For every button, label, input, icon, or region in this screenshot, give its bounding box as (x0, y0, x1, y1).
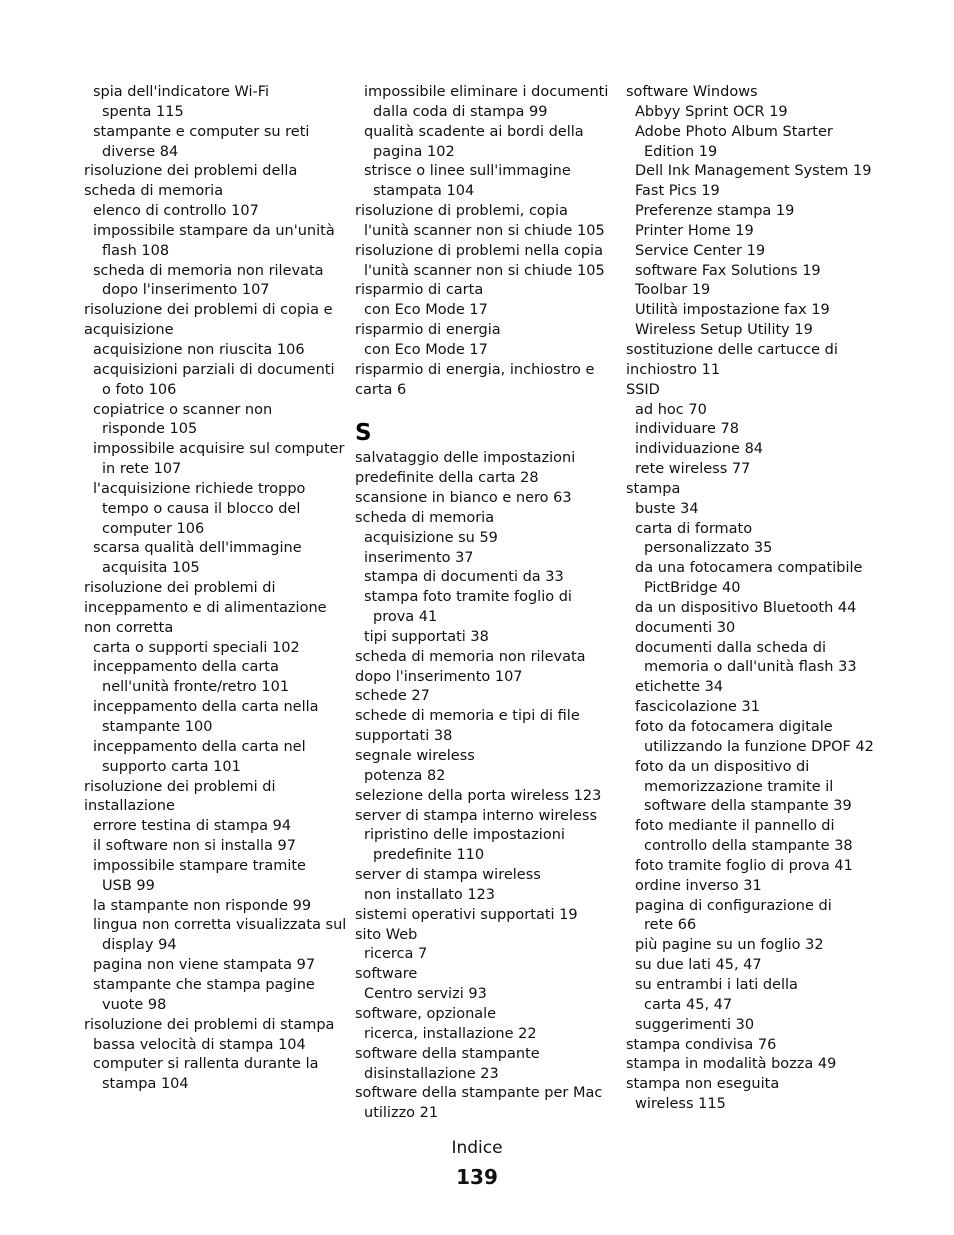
index-entry: risoluzione dei problemi di stampa (84, 1016, 335, 1033)
index-entry: stampa (626, 480, 681, 497)
index-subentry: in rete 107 (102, 461, 182, 478)
index-subentry: l'acquisizione richiede troppo (93, 480, 306, 497)
index-subentry: tempo o causa il blocco del (102, 500, 301, 517)
index-entry: software della stampante per Mac (355, 1085, 603, 1102)
index-entry: risparmio di carta (355, 282, 484, 299)
footer-section-label: Indice (451, 1138, 503, 1158)
index-subentry: disinstallazione 23 (364, 1065, 499, 1082)
index-subentry: dopo l'inserimento 107 (102, 282, 270, 299)
index-subentry: stampa foto tramite foglio di (364, 589, 572, 606)
index-entry: sostituzione delle cartucce di (626, 341, 838, 358)
index-entry: scansione in bianco e nero 63 (355, 490, 572, 507)
index-subentry: foto tramite foglio di prova 41 (635, 857, 853, 874)
index-entry: stampa non eseguita (626, 1076, 780, 1093)
index-subentry: da una fotocamera compatibile (635, 560, 863, 577)
index-entry: risparmio di energia (355, 322, 501, 339)
index-subentry: foto mediante il pannello di (635, 818, 835, 835)
index-subentry: l'unità scanner non si chiude 105 (364, 222, 605, 239)
index-subentry: display 94 (102, 937, 177, 954)
index-subentry: PictBridge 40 (644, 580, 741, 597)
index-subentry: rete wireless 77 (635, 461, 751, 478)
index-subentry: Adobe Photo Album Starter (635, 123, 833, 140)
index-subentry: carta di formato (635, 520, 753, 537)
index-subentry: personalizzato 35 (644, 540, 773, 557)
index-entry: software (355, 966, 418, 983)
index-subentry: l'unità scanner non si chiude 105 (364, 262, 605, 279)
index-subentry: qualità scadente ai bordi della (364, 123, 584, 140)
index-subentry: Service Center 19 (635, 242, 766, 259)
index-subentry: etichette 34 (635, 679, 724, 696)
index-subentry: non installato 123 (364, 886, 495, 903)
index-subentry: vuote 98 (102, 996, 167, 1013)
index-entry: scheda di memoria (84, 183, 224, 200)
index-entry: carta 6 (355, 381, 407, 398)
index-subentry: individuazione 84 (635, 441, 764, 458)
index-subentry: software Fax Solutions 19 (635, 262, 821, 279)
index-entry: risoluzione dei problemi della (84, 163, 298, 180)
index-subentry: acquisita 105 (102, 560, 200, 577)
index-subentry: inceppamento della carta (93, 659, 279, 676)
index-entry: risparmio di energia, inchiostro e (355, 361, 595, 378)
index-subentry: prova 41 (373, 609, 438, 626)
index-subentry: lingua non corretta visualizzata sul (93, 917, 347, 934)
index-subentry: computer 106 (102, 520, 205, 537)
index-entry: scheda di memoria (355, 509, 495, 526)
index-subentry: individuare 78 (635, 421, 739, 438)
index-subentry: impossibile acquisire sul computer (93, 441, 345, 458)
index-subentry: stampante che stampa pagine (93, 976, 315, 993)
index-subentry: con Eco Mode 17 (364, 341, 488, 358)
index-subentry: utilizzo 21 (364, 1105, 439, 1122)
index-subentry: Toolbar 19 (635, 282, 711, 299)
index-subentry: Abbyy Sprint OCR 19 (635, 103, 788, 120)
index-entry: scheda di memoria non rilevata (355, 648, 586, 665)
index-subentry: più pagine su un foglio 32 (635, 937, 824, 954)
index-entry: risoluzione di problemi nella copia (355, 242, 603, 259)
index-subentry: con Eco Mode 17 (364, 302, 488, 319)
index-subentry: wireless 115 (635, 1096, 726, 1113)
index-subentry: Utilità impostazione fax 19 (635, 302, 830, 319)
index-subentry: fascicolazione 31 (635, 699, 760, 716)
index-column-3 (626, 83, 888, 1115)
index-subentry: o foto 106 (102, 381, 177, 398)
index-subentry: suggerimenti 30 (635, 1016, 755, 1033)
index-subentry: acquisizioni parziali di documenti (93, 361, 335, 378)
index-entry: selezione della porta wireless 123 (355, 787, 602, 804)
index-subentry: Preferenze stampa 19 (635, 203, 795, 220)
index-subentry: impossibile eliminare i documenti (364, 84, 609, 100)
index-subentry: stampa di documenti da 33 (364, 569, 564, 586)
index-subentry: foto da fotocamera digitale (635, 719, 833, 735)
index-entry: schede di memoria e tipi di file (355, 708, 580, 725)
index-subentry: bassa velocità di stampa 104 (93, 1036, 306, 1053)
index-subentry: stampa 104 (102, 1076, 189, 1093)
index-subentry: su entrambi i lati della (635, 976, 798, 993)
index-subentry: spia dell'indicatore Wi-Fi (93, 84, 270, 100)
index-subentry: carta o supporti speciali 102 (93, 639, 300, 656)
index-entry: schede 27 (355, 688, 430, 705)
index-subentry: utilizzando la funzione DPOF 42 (644, 738, 874, 755)
index-entry: inceppamento e di alimentazione (84, 599, 327, 616)
index-subentry: il software non si installa 97 (93, 838, 296, 855)
index-entry: sistemi operativi supportati 19 (355, 906, 578, 923)
index-subentry: dalla coda di stampa 99 (373, 103, 548, 120)
index-subentry: acquisizione non riuscita 106 (93, 341, 305, 358)
index-subentry: ripristino delle impostazioni (364, 827, 565, 844)
index-entry: server di stampa wireless (355, 867, 541, 884)
index-entry: inchiostro 11 (626, 361, 721, 378)
index-subentry: Printer Home 19 (635, 222, 754, 239)
index-subentry: da un dispositivo Bluetooth 44 (635, 599, 857, 616)
index-entry: installazione (84, 798, 175, 815)
index-subentry: flash 108 (102, 242, 170, 259)
index-subentry: tipi supportati 38 (364, 628, 489, 645)
index-subentry: impossibile stampare tramite (93, 857, 306, 874)
index-subentry: impossibile stampare da un'unità (93, 222, 335, 239)
index-subentry: stampata 104 (373, 183, 475, 200)
index-entry: segnale wireless (355, 748, 475, 764)
index-entry: risoluzione dei problemi di (84, 580, 276, 597)
index-subentry: Edition 19 (644, 143, 718, 160)
index-entry: server di stampa interno wireless (355, 807, 598, 824)
index-subentry: inceppamento della carta nella (93, 699, 319, 716)
index-entry: acquisizione (84, 322, 174, 339)
index-entry: salvataggio delle impostazioni (355, 450, 576, 467)
index-subentry: foto da un dispositivo di (635, 758, 810, 775)
index-subentry: Centro servizi 93 (364, 986, 487, 1003)
index-entry: dopo l'inserimento 107 (355, 668, 523, 685)
index-subentry: nell'unità fronte/retro 101 (102, 679, 290, 696)
index-subentry: errore testina di stampa 94 (93, 818, 292, 835)
index-subentry: rete 66 (644, 917, 697, 934)
index-subentry: pagina di configurazione di (635, 897, 832, 914)
index-entry: risoluzione dei problemi di copia e (84, 302, 333, 319)
index-entry: stampa in modalità bozza 49 (626, 1056, 837, 1073)
index-subentry: documenti 30 (635, 619, 736, 636)
index-entry: software, opzionale (355, 1005, 497, 1022)
index-entry: non corretta (84, 619, 174, 636)
page-number: 139 (456, 1165, 498, 1189)
index-subentry: carta 45, 47 (644, 996, 733, 1013)
index-subentry: memoria o dall'unità flash 33 (644, 659, 857, 676)
index-subentry: scarsa qualità dell'immagine (93, 540, 302, 557)
index-subentry: software della stampante 39 (644, 798, 852, 815)
index-subentry: ricerca, installazione 22 (364, 1025, 537, 1042)
index-subentry: Wireless Setup Utility 19 (635, 322, 813, 339)
index-subentry: pagina 102 (373, 143, 455, 160)
index-subentry: pagina non viene stampata 97 (93, 957, 316, 974)
index-subentry: elenco di controllo 107 (93, 203, 259, 220)
index-subentry: USB 99 (102, 877, 155, 894)
index-subentry: spenta 115 (102, 103, 184, 120)
index-subentry: Dell Ink Management System 19 (635, 163, 872, 180)
index-entry: risoluzione di problemi, copia (355, 203, 568, 220)
index-entry: software della stampante (355, 1045, 540, 1062)
index-subentry: Fast Pics 19 (635, 183, 720, 200)
index-subentry: memorizzazione tramite il (644, 778, 834, 795)
index-subentry: stampante e computer su reti (93, 123, 310, 140)
index-column-2 (355, 83, 617, 1124)
index-subentry: controllo della stampante 38 (644, 838, 853, 855)
index-entry: stampa condivisa 76 (626, 1036, 777, 1053)
index-subentry: strisce o linee sull'immagine (364, 163, 571, 180)
index-entry: risoluzione dei problemi di (84, 778, 276, 795)
index-subentry: computer si rallenta durante la (93, 1056, 319, 1073)
index-subentry: risponde 105 (102, 421, 198, 438)
index-entry: SSID (626, 381, 660, 398)
index-entry: predefinite della carta 28 (355, 470, 539, 487)
index-subentry: buste 34 (635, 500, 699, 517)
index-subentry: predefinite 110 (373, 847, 485, 864)
index-column-1 (84, 83, 346, 1095)
section-spacer (355, 401, 617, 421)
index-entry: supportati 38 (355, 728, 453, 745)
index-subentry: inceppamento della carta nel (93, 738, 306, 755)
index-subentry: su due lati 45, 47 (635, 957, 762, 974)
section-letter-heading: S (355, 420, 372, 447)
index-subentry: la stampante non risponde 99 (93, 897, 312, 914)
index-subentry: acquisizione su 59 (364, 529, 498, 546)
index-subentry: supporto carta 101 (102, 758, 241, 775)
index-subentry: scheda di memoria non rilevata (93, 262, 324, 279)
index-entry: sito Web (355, 926, 418, 943)
index-subentry: documenti dalla scheda di (635, 639, 827, 656)
index-subentry: stampante 100 (102, 719, 213, 735)
index-subentry: ricerca 7 (364, 946, 428, 963)
index-entry: software Windows (626, 84, 758, 100)
index-subentry: ad hoc 70 (635, 401, 707, 418)
index-subentry: potenza 82 (364, 767, 446, 784)
index-subentry: ordine inverso 31 (635, 877, 762, 894)
index-subentry: diverse 84 (102, 143, 179, 160)
index-subentry: copiatrice o scanner non (93, 401, 273, 418)
index-subentry: inserimento 37 (364, 549, 474, 566)
